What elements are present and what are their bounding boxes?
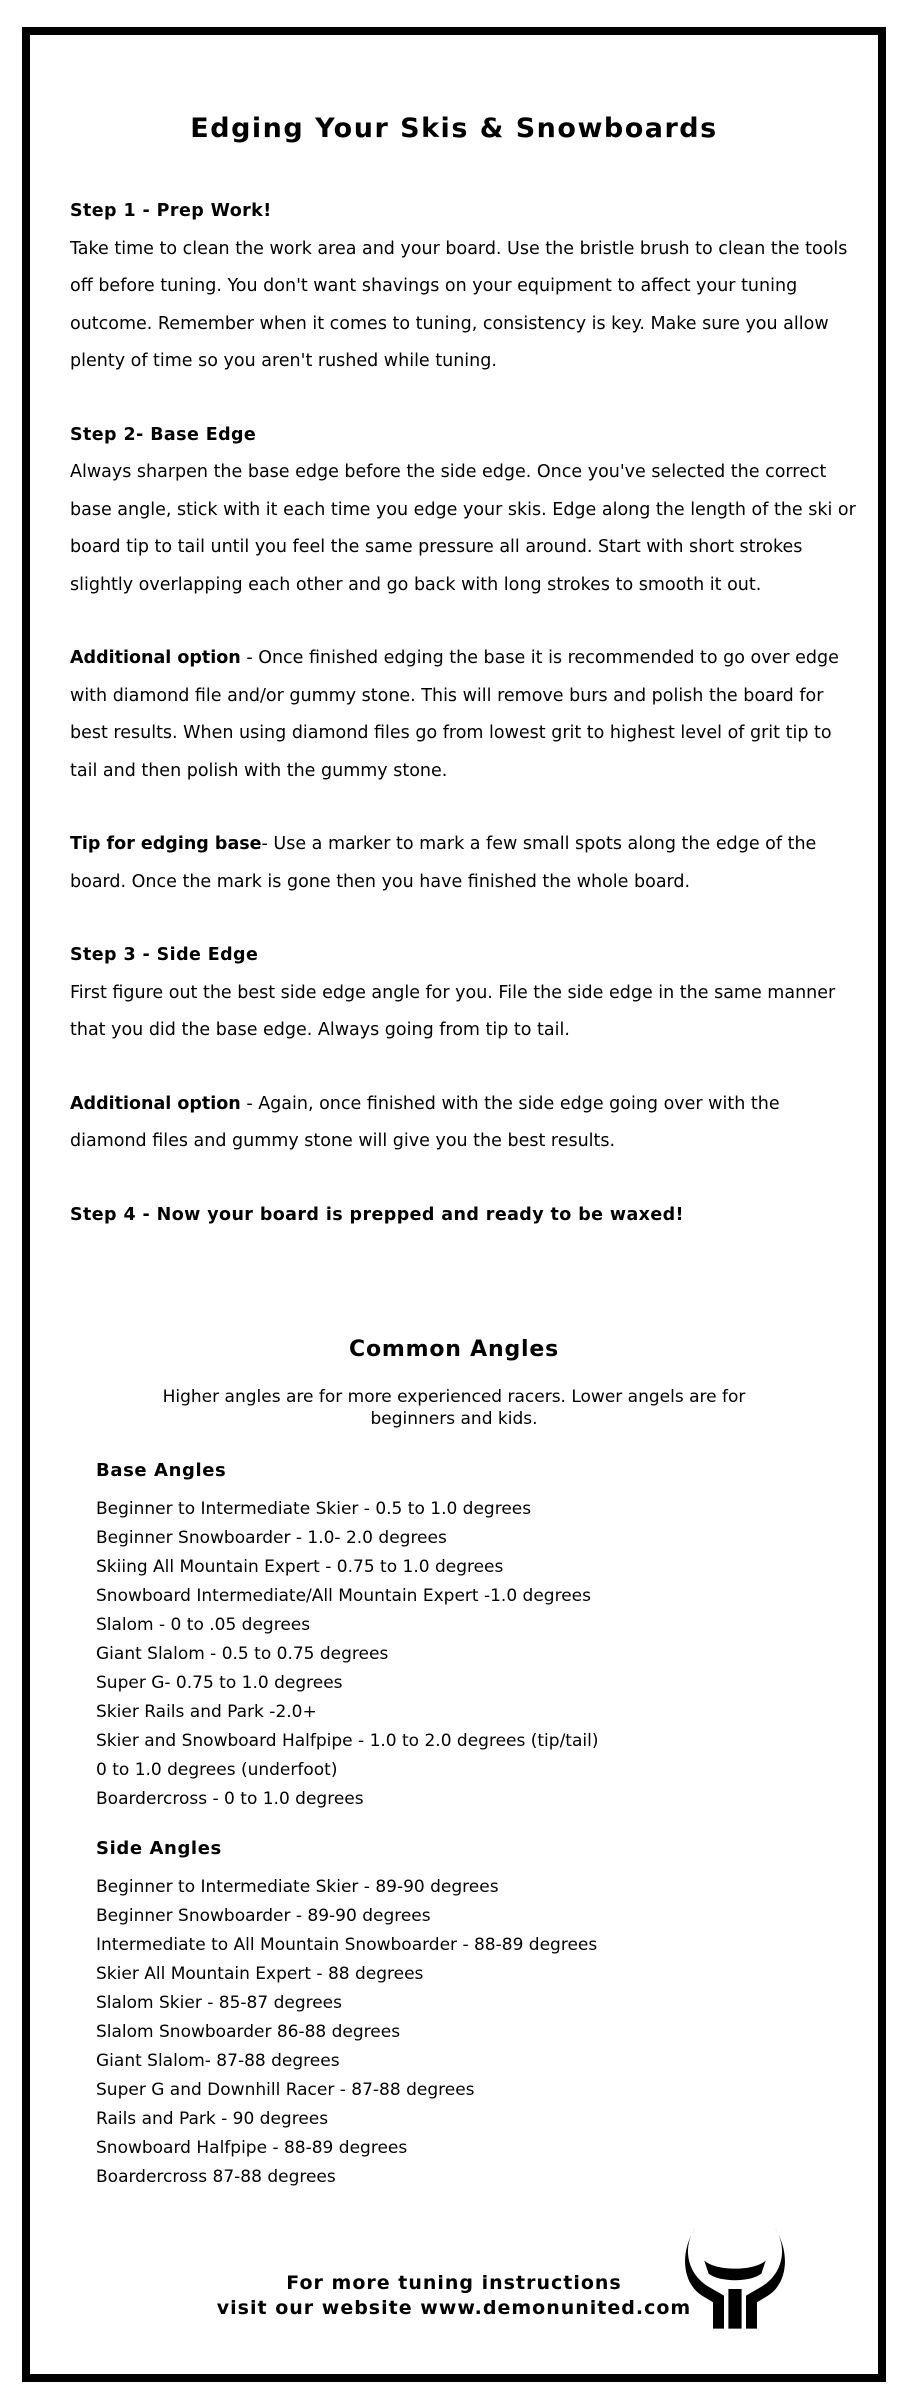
list-item: Beginner Snowboarder - 89-90 degrees [96, 1906, 431, 1926]
additional-option-side-body: - Again, once finished with the side edge going over with the diamond files and gummy stone will give you the best results. [70, 1093, 780, 1151]
common-angles [30, 1337, 878, 2192]
footer-line-1: For more tuning instructions [286, 2272, 622, 2294]
list-item: Giant Slalom- 87-88 degrees [96, 2051, 340, 2071]
side-angles-list [96, 1873, 878, 2192]
step-2-body: Always sharpen the base edge before the side edge. Once you've selected the correct base angle, stick with it each time you edge your skis. Edge along the length of the ski or board tip to tail until you feel the same pressure all around. Start with short strokes slightly overlapping each other and go back with long strokes to smooth it out. [70, 462, 856, 595]
list-item: Boardercross 87-88 degrees [96, 2167, 336, 2187]
common-angles-title: Common Angles [349, 1337, 559, 1362]
additional-option-base-paragraph [70, 640, 860, 790]
step-4 [70, 1197, 860, 1235]
base-angles-list [96, 1495, 878, 1814]
list-item: Skier All Mountain Expert - 88 degrees [96, 1964, 424, 1984]
side-angles [96, 1838, 878, 2192]
additional-option-side-paragraph [70, 1086, 860, 1161]
step-2-heading: Step 2- Base Edge [70, 424, 257, 445]
list-item: Skiing All Mountain Expert - 0.75 to 1.0 degrees [96, 1557, 504, 1577]
step-4-heading: Step 4 - Now your board is prepped and ready to be waxed! [70, 1204, 684, 1225]
list-item: Skier and Snowboard Halfpipe - 1.0 to 2.0 degrees (tip/tail) [96, 1731, 599, 1751]
step-1-body: Take time to clean the work area and your board. Use the bristle brush to clean the tools off before tuning. You don't want shavings on your equipment to affect your tuning outcome. Remember when it comes to tuning, consistency is key. Make sure you allow plenty of time so you aren't rushed while tuning. [70, 238, 848, 371]
additional-option-base-body: - Once finished edging the base it is recommended to go over edge with diamond file and/or gummy stone. This will remove burs and polish the board for best results. When using diamond files go from lowest grit to highest level of grit tip to tail and then polish with the gummy stone. [70, 648, 839, 781]
tip-label: Tip for edging base [70, 834, 262, 854]
additional-option-label: Additional option [70, 648, 241, 668]
step-1-heading: Step 1 - Prep Work! [70, 201, 272, 221]
additional-option-label: Additional option [70, 1093, 241, 1114]
footer-website-line: visit our website www.demonunited.com [216, 2297, 692, 2319]
list-item: Beginner to Intermediate Skier - 0.5 to 1.0 degrees [96, 1499, 532, 1519]
list-item: 0 to 1.0 degrees (underfoot) [96, 1760, 338, 1780]
footer [30, 2271, 878, 2321]
step-1 [70, 193, 860, 381]
step-3-body: First figure out the best side edge angle for you. File the side edge in the same manner that you did the base edge. Always going from tip to tail. [70, 982, 836, 1040]
list-item: Super G and Downhill Racer - 87-88 degrees [96, 2080, 475, 2100]
base-angles [96, 1460, 878, 1814]
base-angles-heading: Base Angles [96, 1460, 227, 1481]
page-title: Edging Your Skis & Snowboards [190, 113, 718, 145]
list-item: Slalom Snowboarder 86-88 degrees [96, 2022, 401, 2042]
instructions [70, 193, 860, 1234]
additional-option-side [70, 1086, 860, 1161]
list-item: Giant Slalom - 0.5 to 0.75 degrees [96, 1644, 389, 1664]
list-item: Skier Rails and Park -2.0+ [96, 1702, 317, 1722]
tip-edging-base [70, 826, 860, 901]
list-item: Slalom - 0 to .05 degrees [96, 1615, 311, 1635]
list-item: Snowboard Intermediate/All Mountain Expert -1.0 degrees [96, 1586, 591, 1606]
list-item: Slalom Skier - 85-87 degrees [96, 1993, 343, 2013]
side-angles-heading: Side Angles [96, 1838, 222, 1859]
list-item: Boardercross - 0 to 1.0 degrees [96, 1789, 364, 1809]
tip-body: - Use a marker to mark a few small spots along the edge of the board. Once the mark is gone then you have finished the whole board. [70, 834, 817, 892]
list-item: Beginner Snowboarder - 1.0- 2.0 degrees [96, 1528, 447, 1548]
step-2 [70, 417, 860, 605]
step-3 [70, 937, 860, 1050]
tip-edging-base-paragraph [70, 826, 860, 901]
common-angles-intro: Higher angles are for more experienced racers. Lower angels are for beginners and kids. [162, 1387, 746, 1429]
list-item: Super G- 0.75 to 1.0 degrees [96, 1673, 343, 1693]
page-border [22, 27, 886, 2382]
list-item: Intermediate to All Mountain Snowboarder - 88-89 degrees [96, 1935, 598, 1955]
list-item: Rails and Park - 90 degrees [96, 2109, 329, 2129]
step-3-heading: Step 3 - Side Edge [70, 945, 259, 965]
additional-option-base [70, 640, 860, 790]
list-item: Beginner to Intermediate Skier - 89-90 degrees [96, 1877, 499, 1897]
list-item: Snowboard Halfpipe - 88-89 degrees [96, 2138, 408, 2158]
